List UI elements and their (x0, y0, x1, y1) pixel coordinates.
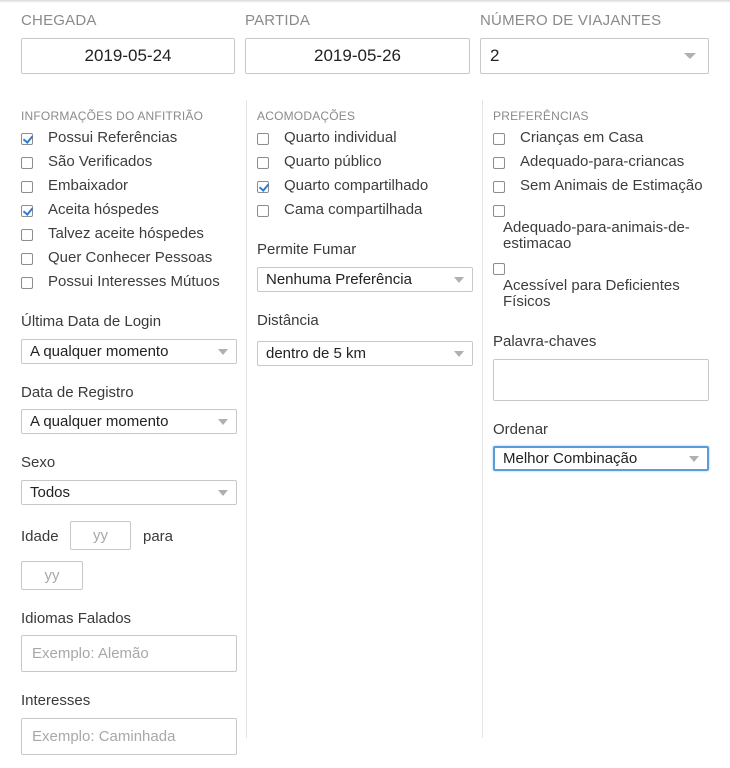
checkbox[interactable] (257, 157, 269, 169)
registration-label: Data de Registro (21, 384, 134, 401)
checkbox-row-mutual-interests[interactable] (21, 273, 220, 291)
sort-select[interactable] (493, 446, 709, 471)
checkbox[interactable] (21, 205, 33, 217)
checkbox-row-shared-bed[interactable] (257, 201, 422, 219)
registration-value: A qualquer momento (30, 413, 169, 430)
checkbox-label: Quer Conhecer Pessoas (48, 249, 213, 266)
gender-value: Todos (30, 484, 71, 501)
age-from-placeholder: yy (93, 527, 108, 544)
sort-value: Melhor Combinação (503, 450, 638, 467)
checkbox-label: Sem Animais de Estimação (520, 177, 703, 194)
age-from-input[interactable] (70, 521, 131, 550)
checkbox-row-meet-people[interactable] (21, 249, 212, 267)
checkbox-row-ambassador[interactable] (21, 177, 128, 195)
chevron-down-icon (454, 277, 464, 283)
smoking-label: Permite Fumar (257, 241, 357, 258)
accessible-label: Acessível para Deficientes Físicos (503, 277, 680, 310)
checkbox-row-public-room[interactable] (257, 153, 382, 171)
gender-select[interactable] (21, 480, 237, 505)
smoking-value: Nenhuma Preferência (266, 271, 412, 288)
travelers-value: 2 (490, 46, 500, 65)
pet-friendly-label: Adequado-para-animais-de-estimacao (503, 219, 690, 252)
gender-label: Sexo (21, 454, 56, 471)
checkbox-label: Aceita hóspedes (48, 201, 159, 218)
departure-date-value: 2019-05-26 (314, 46, 401, 65)
arrival-date-value: 2019-05-24 (84, 46, 172, 65)
distance-value: dentro de 5 km (266, 345, 367, 362)
arrival-date-input[interactable] (21, 38, 235, 74)
checkbox-row-no-pets[interactable] (493, 177, 703, 195)
checkbox-row-pet-friendly[interactable] (493, 201, 505, 217)
registration-select[interactable] (21, 409, 237, 434)
keywords-label: Palavra-chaves (493, 333, 597, 350)
checkbox[interactable] (257, 133, 269, 145)
checkbox-row-kid-friendly[interactable] (493, 153, 684, 171)
chevron-down-icon (218, 349, 228, 355)
checkbox[interactable] (493, 181, 505, 193)
chevron-down-icon (684, 53, 696, 59)
interests-input[interactable] (21, 718, 237, 755)
checkbox[interactable] (257, 181, 269, 193)
languages-placeholder: Exemplo: Alemão (32, 645, 149, 662)
checkbox-label: Possui Interesses Mútuos (48, 273, 220, 290)
checkbox-row-individual-room[interactable] (257, 129, 397, 147)
interests-placeholder: Exemplo: Caminhada (32, 728, 176, 745)
accommodations-heading: ACOMODAÇÕES (257, 109, 356, 123)
checkbox-label: Quarto público (284, 153, 382, 170)
languages-label: Idiomas Falados (21, 610, 132, 627)
checkbox[interactable] (493, 157, 505, 169)
checkbox[interactable] (257, 205, 269, 217)
sort-label: Ordenar (493, 421, 549, 438)
checkbox[interactable] (21, 229, 33, 241)
checkbox-row-maybe-accepts[interactable] (21, 225, 204, 243)
preferences-heading: PREFERÊNCIAS (493, 109, 589, 123)
age-to-input[interactable] (21, 561, 83, 590)
departure-label: PARTIDA (245, 12, 311, 29)
last-login-select[interactable] (21, 339, 237, 364)
column-divider-1 (246, 100, 247, 738)
checkbox-label: São Verificados (48, 153, 153, 170)
checkbox-row-children-home[interactable] (493, 129, 643, 147)
age-label: Idade (21, 528, 59, 545)
checkbox[interactable] (21, 181, 33, 193)
checkbox-label: Crianças em Casa (520, 129, 644, 146)
checkbox-label: Embaixador (48, 177, 129, 194)
checkbox-label: Quarto individual (284, 129, 397, 146)
checkbox-label: Cama compartilhada (284, 201, 423, 218)
chevron-down-icon (689, 456, 699, 462)
chevron-down-icon (218, 419, 228, 425)
checkbox-label: Talvez aceite hóspedes (48, 225, 204, 242)
checkbox-label: Adequado-para-criancas (520, 153, 685, 170)
checkbox-label: Possui Referências (48, 129, 178, 146)
column-divider-2 (482, 100, 483, 738)
last-login-label: Última Data de Login (21, 313, 162, 330)
travelers-label: NÚMERO DE VIAJANTES (480, 12, 662, 29)
smoking-select[interactable] (257, 267, 473, 292)
arrival-label: CHEGADA (21, 12, 97, 29)
languages-input[interactable] (21, 635, 237, 672)
checkbox[interactable] (21, 133, 33, 145)
chevron-down-icon (218, 490, 228, 496)
travelers-select[interactable] (480, 38, 709, 74)
checkbox[interactable] (493, 263, 505, 275)
host-info-heading: INFORMAÇÕES DO ANFITRIÃO (21, 109, 204, 123)
checkbox[interactable] (21, 157, 33, 169)
last-login-value: A qualquer momento (30, 343, 169, 360)
checkbox-row-shared-room[interactable] (257, 177, 428, 195)
age-to-placeholder: yy (44, 567, 60, 584)
chevron-down-icon (454, 351, 464, 357)
departure-date-input[interactable] (245, 38, 470, 74)
checkbox[interactable] (493, 133, 505, 145)
checkbox-label: Quarto compartilhado (284, 177, 429, 194)
distance-label: Distância (257, 312, 319, 329)
keywords-input[interactable] (493, 359, 709, 401)
top-shadow (0, 0, 730, 3)
age-to-word: para (143, 528, 174, 545)
checkbox[interactable] (493, 205, 505, 217)
checkbox-row-has-references[interactable] (21, 129, 177, 147)
distance-select[interactable] (257, 341, 473, 366)
checkbox-row-verified[interactable] (21, 153, 152, 171)
checkbox-row-accessible[interactable] (493, 259, 505, 275)
checkbox[interactable] (21, 277, 33, 289)
checkbox[interactable] (21, 253, 33, 265)
interests-label: Interesses (21, 692, 91, 709)
checkbox-row-accepts-guests[interactable] (21, 201, 159, 219)
